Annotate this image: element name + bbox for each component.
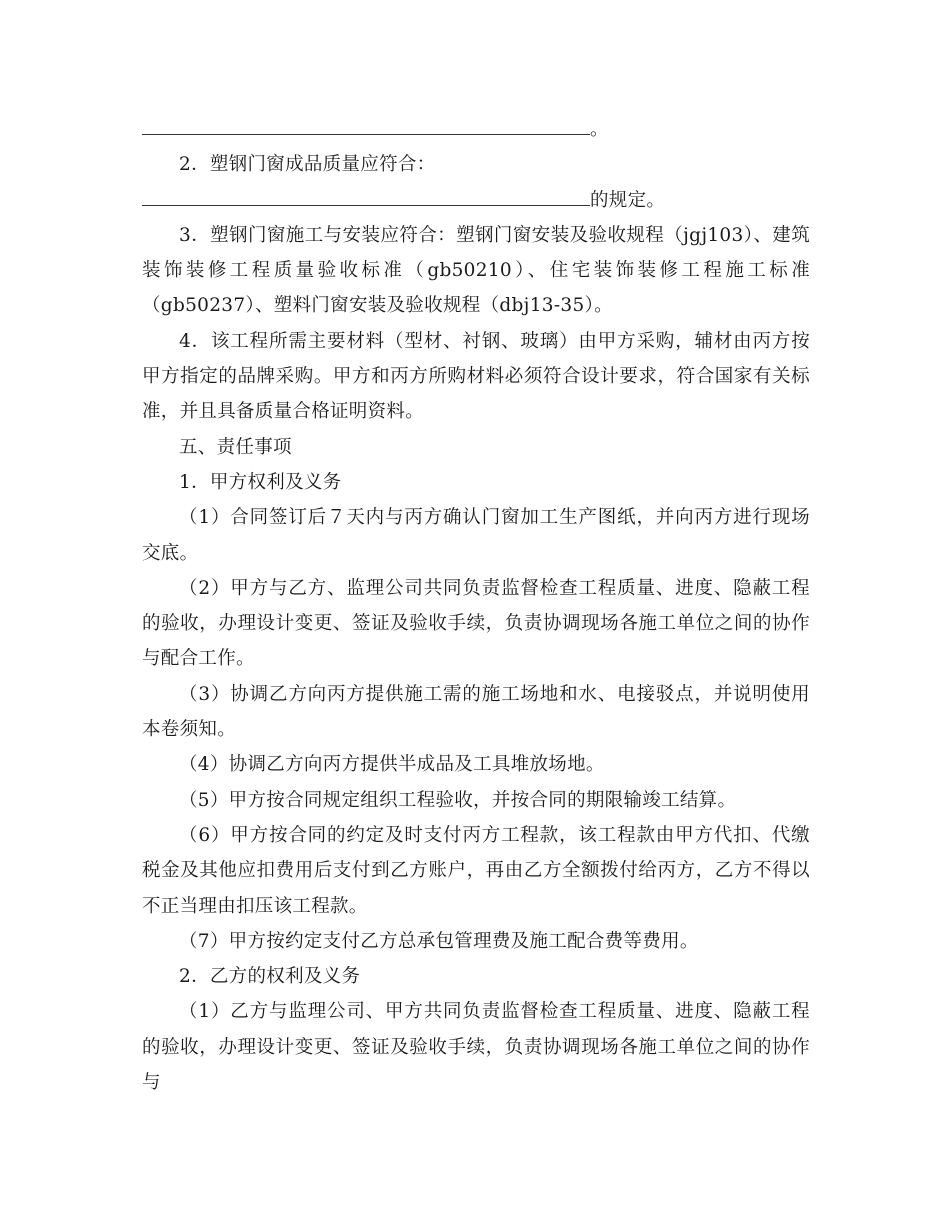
- line-suffix: 的规定。: [590, 189, 666, 211]
- clause-3: 3．塑钢门窗施工与安装应符合：塑钢门窗安装及验收规程（jgj103）、建筑装饰装修工程质量验收标准（gb50210）、住宅装饰装修工程施工标准（gb50237）、塑料门窗安装及验收规程（dbj13-35）。: [142, 224, 810, 317]
- clause-4: 4．该工程所需主要材料（型材、衬钢、玻璃）由甲方采购，辅材由丙方按甲方指定的品牌采购。甲方和丙方所购材料必须符合设计要求，符合国家有关标准，并且具备质量合格证明资料。: [142, 330, 810, 423]
- fill-in-blank: [142, 184, 590, 206]
- party-a-item-3: （3）协调乙方向丙方提供施工需的施工场地和水、电接驳点，并说明使用本卷须知。: [142, 683, 810, 741]
- party-a-item-5: （5）甲方按合同规定组织工程验收，并按合同的期限输竣工结算。: [179, 789, 737, 811]
- party-a-item-4: （4）协调乙方向丙方提供半成品及工具堆放场地。: [179, 754, 605, 776]
- party-b-item-1: （1）乙方与监理公司、甲方共同负责监督检查工程质量、进度、隐蔽工程的验收，办理设计变更、签证及验收手续，负责协调现场各施工单位之间的协作与: [142, 1001, 810, 1094]
- party-a-item-7: （7）甲方按约定支付乙方总承包管理费及施工配合费等费用。: [179, 930, 699, 952]
- clause-2: 2．塑钢门窗成品质量应符合：: [179, 154, 436, 176]
- blank-line-end: [142, 112, 810, 147]
- party-a-item-6: （6）甲方按合同的约定及时支付丙方工程款，该工程款由甲方代扣、代缴税金及其他应扣费用后支付到乙方账户，再由乙方全额拨付给丙方，乙方不得以不正当理由扣压该工程款。: [142, 824, 810, 917]
- line-suffix: 。: [590, 119, 609, 140]
- subsection-heading-party-b: 2．乙方的权利及义务: [179, 966, 361, 988]
- section-heading-5: 五、责任事项: [179, 436, 292, 458]
- clause-2-blank: [142, 183, 810, 218]
- party-a-item-1: （1）合同签订后７天内与丙方确认门窗加工生产图纸，并向丙方进行现场交底。: [142, 507, 810, 564]
- party-a-item-2: （2）甲方与乙方、监理公司共同负责监督检查工程质量、进度、隐蔽工程的验收，办理设计变更、签证及验收手续，负责协调现场各施工单位之间的协作与配合工作。: [142, 577, 810, 670]
- subsection-heading-party-a: 1．甲方权利及义务: [179, 471, 342, 493]
- fill-in-blank: [142, 113, 590, 135]
- document-body: [142, 112, 810, 1100]
